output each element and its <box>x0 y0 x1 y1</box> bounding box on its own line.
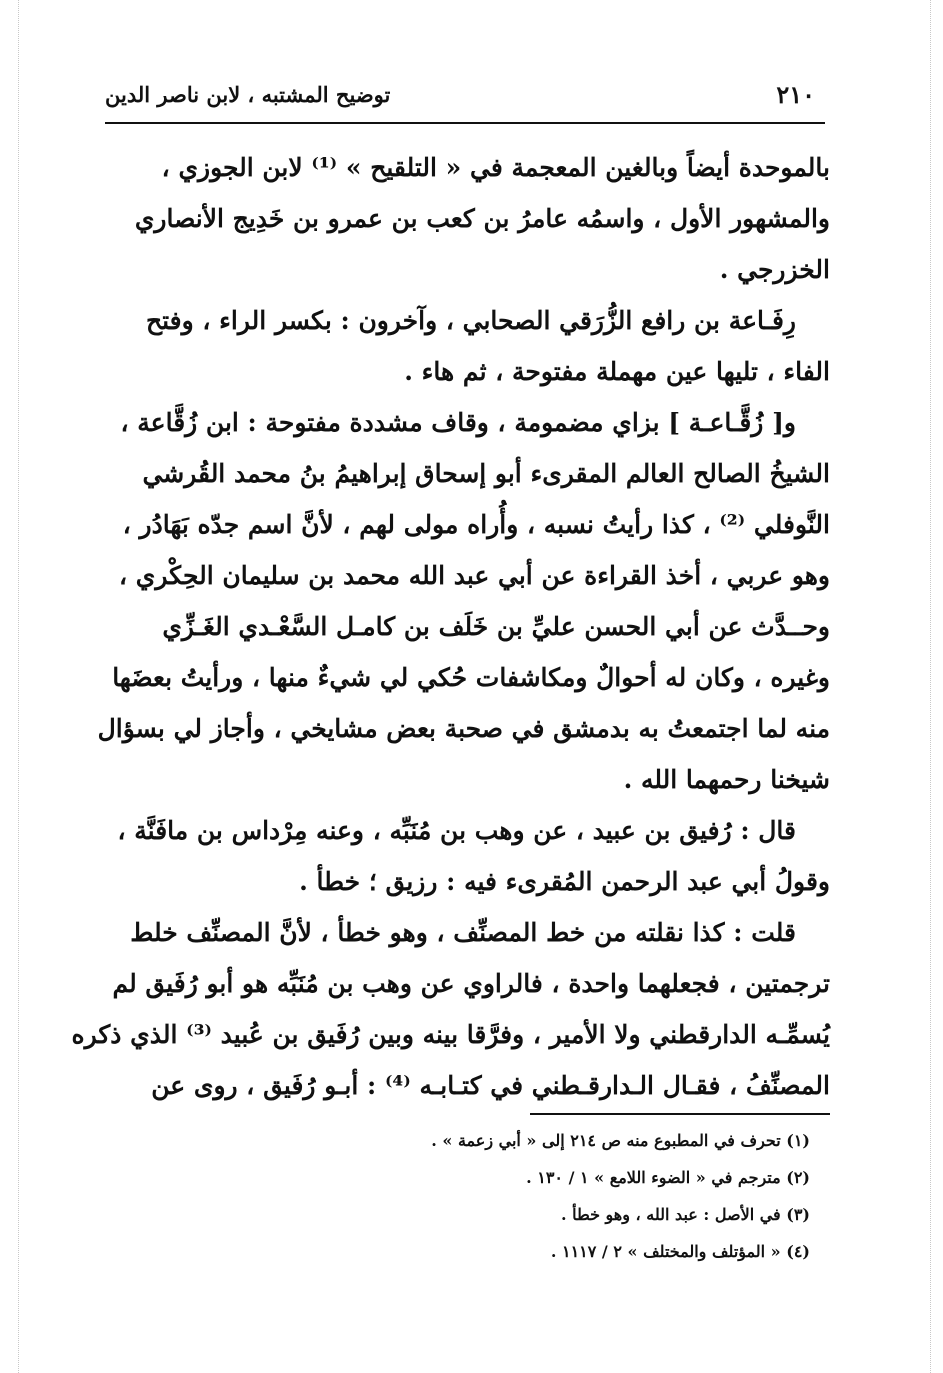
page-header <box>105 78 825 118</box>
text-line: وقولُ أبي عبد الرحمن المُقرىء فيه : رزيق ؛ خطأ . <box>299 867 830 896</box>
text-line: منه لما اجتمعتُ به بدمشق في صحبة بعض مشايخي ، وأجاز لي بسؤال <box>97 714 830 743</box>
text-line: قال : رُفيق بن عبيد ، عن وهب بن مُنَبِّه ، وعنه مِرْداس بن مافَنَّة ، <box>117 816 796 845</box>
text-line: وحــدَّث عن أبي الحسن عليِّ بن خَلَف بن كامـل السَّعْـدي الغَـزِّي <box>162 612 830 641</box>
footnote-1: (١) تحرف في المطبوع منه ص ٢١٤ إلى « أبي زعمة » . <box>431 1131 810 1150</box>
text-line: قلت : كذا نقلته من خط المصنِّف ، وهو خطأ ، لأنَّ المصنِّف خلط <box>130 918 796 947</box>
text-line: الشيخُ الصالح العالم المقرىء أبو إسحاق إبراهيمُ بنُ محمد القُرشي <box>142 459 830 488</box>
paragraph-5 <box>71 907 830 1111</box>
text-line: شيخنا رحمهما الله . <box>623 765 830 794</box>
text-line: ترجمتين ، فجعلهما واحدة ، فالراوي عن وهب بن مُنَبِّه هو أبو رُفَيق لم <box>112 969 830 998</box>
text-line: والمشهور الأول ، واسمُه عامرُ بن كعب بن عمرو بن خَدِيج الأنصاري <box>134 204 830 233</box>
running-title: توضيح المشتبه ، لابن ناصر الدين <box>105 82 391 107</box>
text-line: الفاء ، تليها عين مهملة مفتوحة ، ثم هاء . <box>404 357 830 386</box>
text-line: و[ زُقَّـاعـة ] بزاي مضمومة ، وقاف مشددة مفتوحة : ابن زُقَّاعة ، <box>120 408 796 437</box>
text-line: النَّوفلي ⁽²⁾ ، كذا رأيتُ نسبه ، وأُراه مولى لهم ، لأنَّ اسم جدّه بَهَادُر ، <box>122 510 830 539</box>
text-line: المصنِّفُ ، فقـال الـدارقـطني في كتـابـه ⁽⁴⁾ : أبـو رُفَيق ، روى عن <box>151 1071 830 1100</box>
footnote-2: (٢) مترجم في « الضوء اللامع » ١ / ١٣٠ . <box>526 1168 810 1187</box>
body-text <box>71 142 830 1111</box>
paragraph-3 <box>97 397 830 805</box>
text-line: رِفَـاعة بن رافع الزُّرَقي الصحابي ، وآخرون : بكسر الراء ، وفتح <box>146 306 796 335</box>
text-line: يُسمِّـه الدارقطني ولا الأمير ، وفرَّقا بينه وبين رُفَيق بن عُبيد ⁽³⁾ الذي ذكره <box>71 1020 830 1049</box>
footnote-4: (٤) « المؤتلف والمختلف » ٢ / ١١١٧ . <box>550 1242 810 1261</box>
text-line: الخزرجي . <box>719 255 830 284</box>
text-line: وهو عربي ، أخذ القراءة عن أبي عبد الله محمد بن سليمان الحِكْري ، <box>119 561 830 590</box>
page-number: ٢١٠ <box>776 80 815 109</box>
paragraph-4 <box>105 805 830 907</box>
paragraph-1 <box>105 142 830 295</box>
footnote-3: (٣) في الأصل : عبد الله ، وهو خطأ . <box>560 1205 810 1224</box>
header-rule <box>105 122 825 124</box>
left-margin-dots <box>18 0 21 1373</box>
footnote-rule <box>530 1113 830 1115</box>
text-line: وغيره ، وكان له أحوالٌ ومكاشفات حُكي لي شيءٌ منها ، ورأيتُ بعضَها <box>112 663 830 692</box>
right-margin-dots <box>930 0 933 1373</box>
paragraph-2 <box>105 295 830 397</box>
footnotes <box>105 1122 810 1270</box>
text-line: بالموحدة أيضاً وبالغين المعجمة في « التلقيح » ⁽¹⁾ لابن الجوزي ، <box>161 153 830 182</box>
